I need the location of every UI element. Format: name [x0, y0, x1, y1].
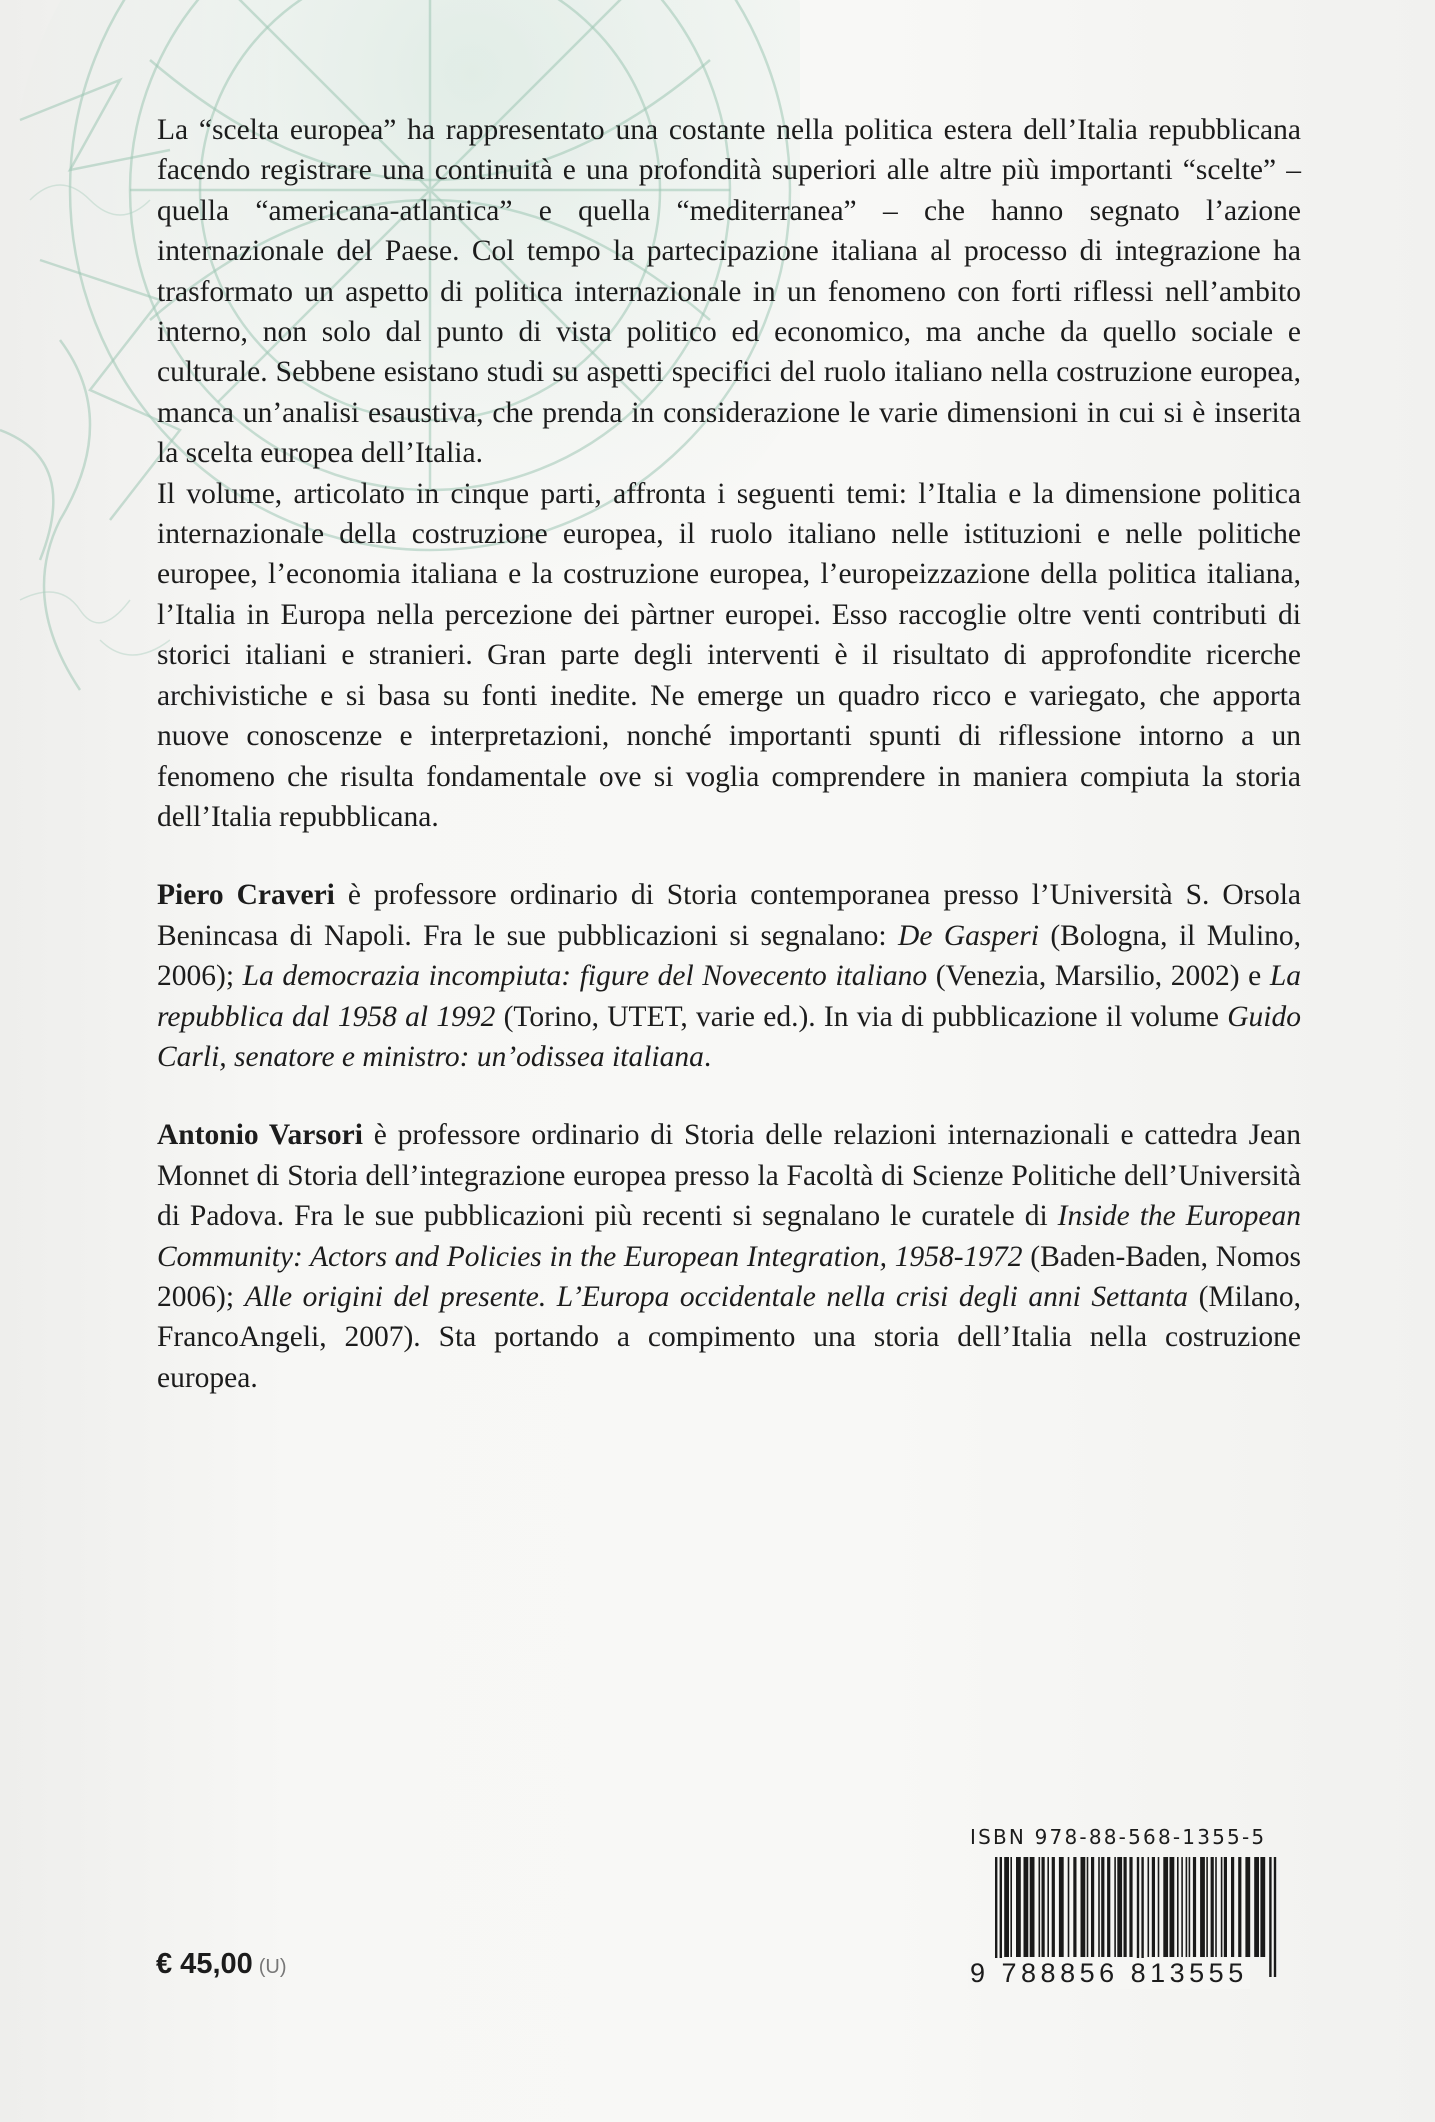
barcode-bar: [1221, 1857, 1223, 1957]
back-cover-text: [157, 110, 1301, 1398]
price-amount: € 45,00: [156, 1948, 253, 1980]
book-title: Inside the European Community: Actors and Policies in the European Integration, 1958-1972: [157, 1200, 1301, 1273]
barcode-bar: [1101, 1857, 1104, 1957]
barcode-bar: [1254, 1857, 1259, 1957]
barcode-bar: [1042, 1857, 1045, 1957]
bio-text-segment: (Milano, FrancoAngeli, 2007). Sta portando a compimento una storia dell’Italia nella costruzione europea.: [157, 1280, 1301, 1394]
author-name: Piero Craveri: [157, 879, 335, 912]
barcode-bar: [1152, 1857, 1155, 1957]
book-title: La democrazia incompiuta: figure del Novecento italiano: [242, 960, 928, 993]
barcode-bar: [1030, 1857, 1035, 1957]
book-title: Guido Carli, senatore e ministro: un’odissea italiana: [157, 1000, 1301, 1073]
barcode-bar: [1024, 1857, 1029, 1957]
barcode-bar: [1124, 1857, 1127, 1957]
author-bio-varsori: [157, 1115, 1301, 1398]
bio-text-segment: .: [703, 1040, 712, 1073]
book-title: De Gasperi: [898, 919, 1039, 952]
barcode-bar: [1238, 1857, 1241, 1957]
barcode-bar: [1081, 1857, 1086, 1957]
barcode-bar: [1004, 1857, 1009, 1957]
barcode-bar: [1068, 1857, 1070, 1957]
barcode-bar: [1189, 1857, 1191, 1957]
barcode-bar: [1158, 1857, 1160, 1957]
barcode-bar: [1114, 1857, 1116, 1957]
barcode-bar: [1087, 1857, 1089, 1957]
barcode-bar: [1186, 1857, 1188, 1957]
bio-text-segment: (Bologna, il Mulino, 2006);: [157, 919, 1302, 993]
author-bio-text: [157, 1119, 1301, 1393]
barcode-bar: [1016, 1857, 1021, 1957]
barcode-bar: [1269, 1857, 1271, 1977]
barcode-bar: [1073, 1857, 1076, 1957]
barcode-bar: [1215, 1857, 1217, 1957]
barcode-bar: [1177, 1857, 1179, 1957]
author-bio-craveri: [157, 875, 1301, 1077]
barcode-bar: [1039, 1857, 1041, 1957]
barcode-bar: [1047, 1857, 1049, 1957]
barcode-bar: [1148, 1857, 1150, 1957]
barcode-bar: [1107, 1857, 1110, 1957]
barcode-bar: [1163, 1857, 1168, 1957]
bio-text-segment: è professore ordinario di Storia delle relazioni internazionali e cattedra Jean Monnet di Storia dell’integrazione europea presso la Facoltà di Scienze Politiche dell’Università di Padova. Fra le sue pubblicazioni più recenti si segnalano le curatele di: [157, 1119, 1301, 1233]
barcode-bar: [1274, 1857, 1276, 1977]
barcode-bar: [1245, 1857, 1250, 1957]
barcode-bar: [1010, 1857, 1012, 1957]
description-paragraph-1: La “scelta europea” ha rappresentato una costante nella politica estera dell’Italia repubblicana facendo registrare una continuità e una profondità superiori alle altre più importanti “scelte” – quella “americana-atlantica” e quella “mediterranea” – che hanno segnato l’azione internazionale del Paese. Col tempo la partecipazione italiana al processo di integrazione ha trasformato un aspetto di politica internazionale in un fenomeno con forti riflessi nell’ambito interno, non solo dal punto di vista politico ed economico, ma anche da quello sociale e culturale. Sebbene esistano studi su aspetti specifici del ruolo italiano nella costruzione europea, manca un’analisi esaustiva, che prenda in considerazione le varie dimensioni in cui si è inserita la scelta europea dell’Italia.: [157, 114, 1301, 470]
barcode-bar: [1193, 1857, 1196, 1957]
bio-text-segment: (Torino, UTET, varie ed.). In via di pubblicazione il volume: [495, 1000, 1228, 1033]
barcode-bar: [1052, 1857, 1055, 1957]
description-paragraph-2: Il volume, articolato in cinque parti, affronta i seguenti temi: l’Italia e la dimensione politica internazionale della costruzione europea, il ruolo italiano nelle istituzioni e nelle politiche europee, l’economia italiana e la costruzione europea, l’europeizzazione della politica italiana, l’Italia in Europa nella percezione dei pàrtner europei. Esso raccoglie oltre venti contributi di storici italiani e stranieri. Gran parte degli interventi è il risultato di approfondite ricerche archivistiche e si basa su fonti inedite. Ne emerge un quadro ricco e variegato, che apporta nuove conoscenze e interpretazioni, nonché importanti spunti di riflessione intorno a un fenomeno che risulta fondamentale ove si voglia comprendere in maniera compiuta la storia dell’Italia repubblicana.: [157, 477, 1301, 833]
book-title: La repubblica dal 1958 al 1992: [157, 960, 1301, 1033]
price: [156, 1948, 287, 1981]
price-code: (U): [258, 1956, 287, 1978]
barcode-bar: [1098, 1857, 1100, 1957]
bio-text-segment: (Venezia, Marsilio, 2002) e: [927, 960, 1270, 993]
barcode-bar: [1059, 1857, 1064, 1957]
barcode-bar: [1224, 1857, 1227, 1957]
bio-text-segment: (Baden-Baden, Nomos 2006);: [157, 1240, 1301, 1313]
isbn-label: ISBN 978-88-568-1355-5: [970, 1825, 1267, 1849]
author-name: Antonio Varsori: [157, 1119, 363, 1152]
barcode-bar: [1181, 1857, 1183, 1957]
barcode-bar: [1260, 1857, 1265, 1957]
barcode-bar: [1117, 1857, 1122, 1957]
barcode-bar: [1129, 1857, 1132, 1957]
barcode-bar: [1170, 1857, 1175, 1957]
barcode-bar: [1231, 1857, 1234, 1957]
barcode-bar: [1211, 1857, 1214, 1957]
barcode-bar: [1206, 1857, 1208, 1957]
bio-text-segment: è professore ordinario di Storia contemporanea presso l’Università S. Orsola Benincasa di Napoli. Fra le sue pubblicazioni si segnalano:: [157, 879, 1301, 952]
barcode-digits: 9 788856 813555: [970, 1958, 1248, 1988]
barcode-bar: [1200, 1857, 1205, 1957]
barcode-bar: [1091, 1857, 1094, 1957]
book-title: Alle origini del presente. L’Europa occidentale nella crisi degli anni Settanta: [244, 1280, 1189, 1313]
